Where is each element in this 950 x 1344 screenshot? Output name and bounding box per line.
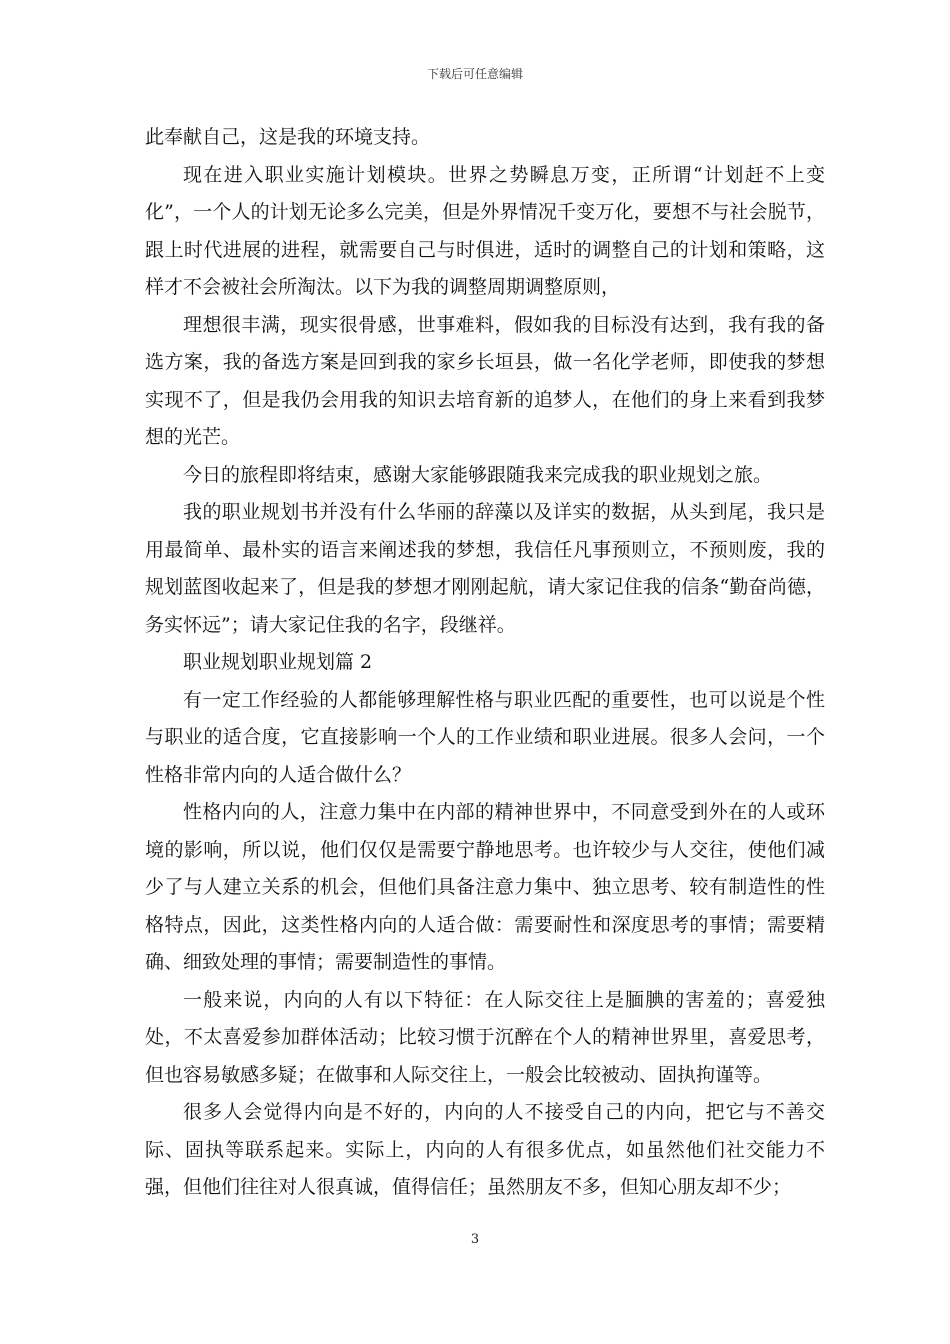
paragraph-introvert-features: 一般来说，内向的人有以下特征：在人际交往上是腼腆的害羞的；喜爱独处，不太喜爱参加群体活动；比较习惯于沉醉在个人的精神世界里，喜爱思考，但也容易敏感多疑；在做事和人际交往上，一般会比较被动、固执拘谨等。 bbox=[145, 988, 825, 1086]
document-body bbox=[145, 119, 825, 1207]
page-header-note: 下载后可任意编辑 bbox=[426, 67, 523, 81]
paragraph-continuation: 此奉献自己，这是我的环境支持。 bbox=[145, 126, 431, 148]
paragraph-introvert-strengths: 很多人会觉得内向是不好的，内向的人不接受自己的内向，把它与不善交际、固执等联系起来。实际上，内向的人有很多优点，如虽然他们社交能力不强，但他们往往对人很真诚，值得信任；虽然朋友不多，但知心朋友却不少； bbox=[145, 1101, 825, 1198]
page-number: 3 bbox=[470, 1232, 480, 1247]
paragraph-journey-end: 今日的旅程即将结束，感谢大家能够跟随我来完成我的职业规划之旅。 bbox=[183, 463, 773, 486]
paragraph-introvert-traits: 性格内向的人，注意力集中在内部的精神世界中，不同意受到外在的人或环境的影响，所以说，他们仅仅是需要宁静地思考。也许较少与人交往，使他们减少了与人建立关系的机会，但他们具备注意力集中、独立思考、较有制造性的性格特点，因此，这类性格内向的人适合做：需要耐性和深度思考的事情；需要精确、细致处理的事情；需要制造性的事情。 bbox=[145, 801, 825, 973]
paragraph-implementation-plan: 现在进入职业实施计划模块。世界之势瞬息万变，正所谓“计划赶不上变化”，一个人的计划无论多么完美，但是外界情况千变万化，要想不与社会脱节，跟上时代进展的进程，就需要自己与时俱进，适时的调整自己的计划和策略，这样才不会被社会所淘汰。以下为我的调整周期调整原则， bbox=[145, 163, 825, 298]
paragraph-conclusion: 我的职业规划书并没有什么华丽的辞藻以及详实的数据，从头到尾，我只是用最简单、最朴实的语言来阐述我的梦想，我信任凡事预则立，不预则废，我的规划蓝图收起来了，但是我的梦想才刚刚起航，请大家记住我的信条“勤奋尚德，务实怀远”；请大家记住我的名字，段继祥。 bbox=[145, 501, 825, 636]
paragraph-backup-plan: 理想很丰满，现实很骨感，世事难料，假如我的目标没有达到，我有我的备选方案，我的备选方案是回到我的家乡长垣县，做一名化学老师，即使我的梦想实现不了，但是我仍会用我的知识去培育新的追梦人，在他们的身上来看到我梦想的光芒。 bbox=[145, 313, 825, 448]
section-heading: 职业规划职业规划篇 2 bbox=[183, 651, 373, 673]
paragraph-personality-match: 有一定工作经验的人都能够理解性格与职业匹配的重要性，也可以说是个性与职业的适合度，它直接影响一个人的工作业绩和职业进展。很多人会问，一个性格非常内向的人适合做什么？ bbox=[145, 688, 825, 786]
